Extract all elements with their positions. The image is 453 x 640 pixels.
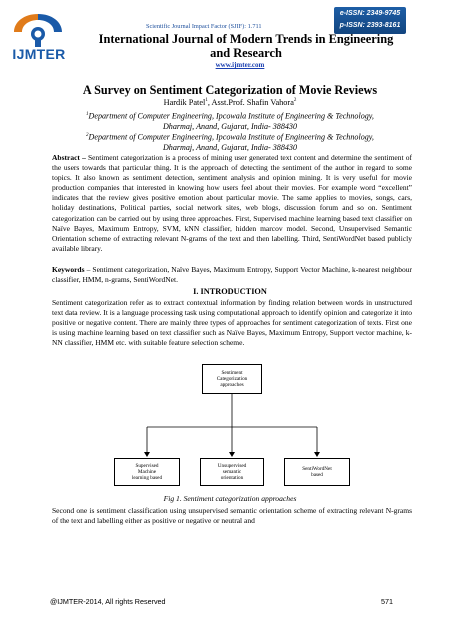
node-unsupervised-line3: orientation [220,475,244,482]
affiliation-1-sup: 1 [86,112,89,117]
author-1-sup: 1 [205,98,208,104]
abstract-label: Abstract – [52,153,86,162]
journal-title [96,32,396,60]
keywords-label: Keywords [52,265,85,274]
page-number: 571 [381,597,393,606]
keywords [52,265,412,285]
authors: Hardik Patel$^1$, Asst.Prof. Shafin Vahora$^2$ [163,98,297,107]
section-heading: I. INTRODUCTION [193,287,267,296]
eissn: e-ISSN: 2349-9745 [339,10,401,17]
node-root-line3: approaches [220,382,244,389]
intro-paragraph: Sentiment categorization refer as to extract contextual information by finding relation between words in unstructured text data review. It is a language processing task using computational approach to identify opinion and categorize it into positive or negative content. There are mainly three types of approaches for sentiment categorization of texts. First one is using machine learning based on text classifier such as Naïve Bayes, Maximum Entropy, Support vector machine, k-NN classifier, HMM etc. with suitable feature selection scheme. [52,298,412,348]
affiliation-2-line1: Department of Computer Engineering, Ipcowala Institute of Engineering & Technology, [88,132,374,142]
journal-title-line2: and Research [210,46,282,60]
affiliation-1-line1: Department of Computer Engineering, Ipcowala Institute of Engineering & Technology, [88,111,374,121]
affiliation-1 [30,110,430,132]
author-2: Asst.Prof. Shafin Vahora [211,98,294,107]
node-supervised-line1: Supervised [135,462,159,469]
affiliation-2-line2: Dharmaj, Anand, Gujarat, India- 388430 [162,142,298,152]
node-unsupervised-line1: Unsupervised [217,462,247,469]
node-supervised-line3: learning based [131,475,163,482]
node-sentiwordnet [284,458,350,486]
approaches-figure [112,362,352,490]
node-supervised-line2: Machine [137,468,157,475]
footer-copyright: @IJMTER-2014, All rights Reserved [50,597,166,606]
abstract-text: Sentiment categorization is a process of mining user generated text content and determine the sentiment of the users towards that particular thing. It is the approach of detecting the sentiment of the author in regard to some topics. It also known as sentiment detection, sentiment analysis and opinion mining. It is very useful for movie production companies that interested in knowing how users feel about their movies. For example word “excellent” indicates that the review gives positive emotion about particular movie. The same applies to movies, songs, cars, holiday destinations, Political parties, social network sites, web blogs, discussion forum and so on. Sentiment categorization can be carried out by using three approaches. First, Supervised machine learning based text classifier on Naïve Bayes, Maximum Entropy, SVM, kNN classifier, hidden marcov model. Second, Unsupervised Semantic Orientation scheme of extracting relevant N-grams of the text and then labelling. Third, SentiWordNet based publicly available library. [52,153,413,253]
keywords-text: – Sentiment categorization, Naïve Bayes, Maximum Entropy, Support Vector Machine, k-nearest neighbour classifier, HMM, n-grams, SentiWordNet. [52,265,412,285]
journal-url-link[interactable]: www.ijmter.com [215,61,265,69]
node-root [202,364,262,394]
child2-arrowhead [229,452,235,457]
pissn: p-ISSN: 2393-8161 [339,22,401,29]
impact-factor: Scientific Journal Impact Factor (SJIF): 1.711 [146,23,262,30]
logo-text: IJMTER [12,46,66,62]
affiliation-1-line2: Dharmaj, Anand, Gujarat, India- 388430 [162,121,298,131]
affiliation-2-sup: 2 [86,133,89,138]
affiliation-2 [30,131,430,153]
author-2-sup: 2 [293,98,297,104]
logo-mark [8,10,68,48]
node-sentiwordnet-line1: SentiWordNet [302,465,332,472]
node-root-line2: Categorization [216,375,248,382]
node-unsupervised-line2: semantic [222,468,242,475]
child3-arrowhead [314,452,320,457]
child1-arrowhead [144,452,150,457]
node-sentiwordnet-line2: based [311,472,323,478]
node-supervised [114,458,180,486]
paper-title: A Survey on Sentiment Categorization of Movie Reviews [82,83,378,97]
journal-title-line1: International Journal of Modern Trends in Engineering [98,32,394,46]
figure-caption: Fig 1. Sentiment categorization approaches [163,494,297,503]
journal-logo [8,10,68,48]
continuation-paragraph: Second one is sentiment classification using unsupervised semantic orientation scheme of extracting relevant N-grams of the text and labelling either as positive or negative or neutral and [52,506,412,526]
node-root-line1: Sentiment [221,369,243,376]
node-unsupervised [200,458,264,486]
author-1: Hardik Patel [163,98,206,107]
abstract [52,153,412,254]
issn-badge [334,7,406,34]
